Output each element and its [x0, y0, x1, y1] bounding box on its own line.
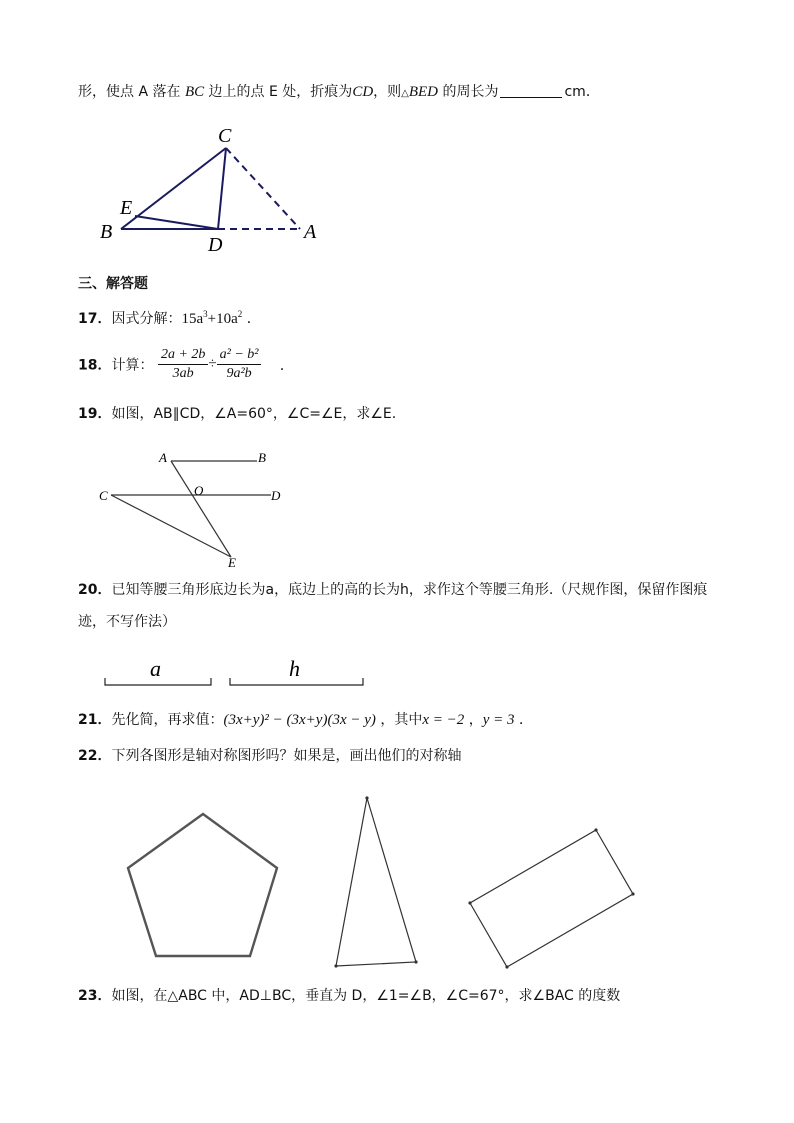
- q23: 23．如图，在△ABC 中，AD⊥BC，垂直为 D，∠1=∠B，∠C=67°，求∠BAC 的度数: [78, 988, 621, 1004]
- segment-ce: [111, 495, 231, 557]
- rectangle: [470, 830, 633, 967]
- pentagon: [128, 814, 277, 956]
- label-a: A: [159, 450, 167, 465]
- q19: 19．如图，AB∥CD，∠A=60°，∠C=∠E，求∠E.: [78, 406, 397, 422]
- q17: 17．因式分解：$15a^3+10a^2$ ．: [78, 309, 261, 327]
- q16-bc: BC: [184, 84, 205, 100]
- label-d: D: [208, 234, 223, 256]
- q16-cd: CD: [352, 84, 374, 100]
- label-a: a: [150, 656, 161, 681]
- q22: 22．下列各图形是轴对称图形吗？如果是，画出他们的对称轴: [78, 748, 462, 764]
- label-d: D: [271, 488, 281, 503]
- segment-cd: [218, 148, 226, 229]
- q20-line2: 迹，不写作法）: [78, 614, 176, 630]
- section-title: 三、解答题: [78, 276, 148, 292]
- q19-parallel-lines-figure: [95, 445, 295, 575]
- label-b: B: [258, 450, 266, 465]
- label-c: C: [218, 125, 232, 147]
- q20-line1: 20．已知等腰三角形底边长为a，底边上的高的长为h，求作这个等腰三角形.（尺规作图，保留作图痕: [78, 582, 708, 598]
- label-e: E: [120, 197, 133, 219]
- q20-segments-figure: [100, 650, 370, 692]
- label-h: h: [289, 656, 300, 681]
- label-o: O: [194, 483, 204, 498]
- segment-ed: [135, 216, 218, 229]
- label-b: B: [100, 221, 113, 243]
- isosceles-triangle: [336, 798, 416, 966]
- q21-expression: (3x+y)² − (3x+y)(3x − y): [223, 712, 376, 728]
- q16-triangle-figure: [90, 118, 340, 258]
- label-e: E: [228, 555, 236, 570]
- q18: 18．计算： $\frac{2a + 2b}{3ab}$ ÷ $\frac{\text{a² − b²}}{\text{9a²b}}$ ．: [78, 347, 294, 381]
- answer-blank: [500, 83, 562, 98]
- fraction-2: $\frac{\text{a² − b²}}{\text{9a²b}}$: [217, 346, 262, 383]
- q16-line: 形，使点 A 落在 BC 边上的点 E 处，折痕为CD，则△BED 的周长为 cm．: [78, 84, 600, 100]
- q22-shapes-figure: [110, 790, 650, 980]
- fraction-1: $\frac{2a + 2b}{3ab}$: [158, 346, 208, 383]
- segment-ca-dashed: [226, 148, 300, 229]
- q21: 21．先化简，再求值：(3x+y)² − (3x+y)(3x − y) ，其中x = −2 ，y = 3 ．: [78, 712, 533, 728]
- label-a: A: [304, 221, 317, 243]
- segment-ae: [171, 461, 231, 557]
- label-c: C: [99, 488, 108, 503]
